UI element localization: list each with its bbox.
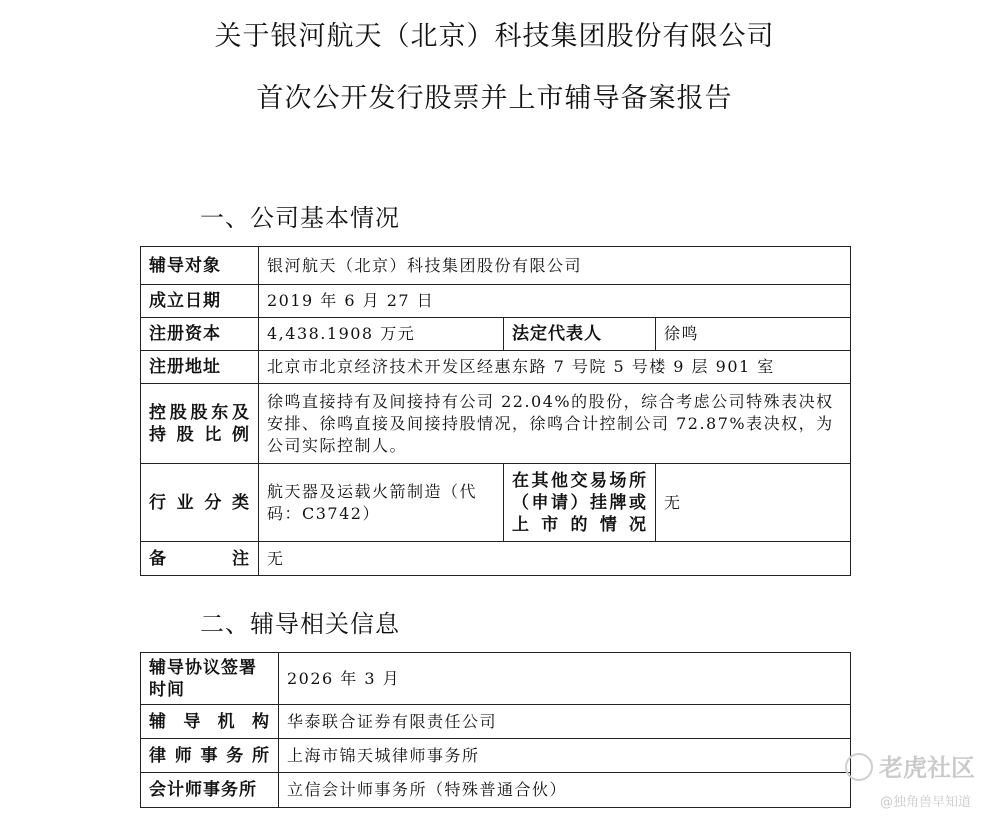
table-row <box>141 247 851 285</box>
holder-value: 徐鸣直接持有及间接持有公司 22.04%的股份，综合考虑公司特殊表决权安排、徐鸣直接及间接持股情况，徐鸣合计控制公司 72.87%表决权，为公司实际控制人。 <box>259 384 851 464</box>
address-value: 北京市北京经济技术开发区经惠东路 7 号院 5 号楼 9 层 901 室 <box>259 351 851 384</box>
address-label: 注册地址 <box>141 351 259 384</box>
table-row <box>141 318 851 351</box>
watermark-user: @独角兽早知道 <box>879 795 971 810</box>
industry-label: 行业分类 <box>141 464 259 542</box>
section1-heading: 一、公司基本情况 <box>200 204 400 232</box>
table-row <box>141 739 851 773</box>
agreement-label: 辅导协议签署时间 <box>141 653 279 705</box>
accounting-firm-label: 会计师事务所 <box>141 773 279 808</box>
table-row <box>141 705 851 739</box>
agreement-value: 2026 年 3 月 <box>279 653 851 705</box>
holder-label: 控股股东及持股比例 <box>141 384 259 464</box>
accounting-firm-value: 立信会计师事务所（特殊普通合伙） <box>279 773 851 808</box>
capital-value: 4,438.1908 万元 <box>259 318 504 351</box>
agency-label: 辅导机构 <box>141 705 279 739</box>
capital-label: 注册资本 <box>141 318 259 351</box>
watermark-brand-text: 老虎社区 <box>879 754 975 782</box>
law-firm-label: 律师事务所 <box>141 739 279 773</box>
other-listing-label: 在其他交易场所（申请）挂牌或上市的情况 <box>504 464 656 542</box>
company-info-table <box>140 246 851 576</box>
legal-rep-value: 徐鸣 <box>656 318 851 351</box>
subject-label: 辅导对象 <box>141 247 259 285</box>
other-listing-value: 无 <box>656 464 851 542</box>
law-firm-value: 上海市锦天城律师事务所 <box>279 739 851 773</box>
table-row <box>141 384 851 464</box>
industry-value: 航天器及运载火箭制造（代码：C3742） <box>259 464 504 542</box>
document-title-line1: 关于银河航天（北京）科技集团股份有限公司 <box>214 21 775 52</box>
remark-label: 备注 <box>141 542 259 576</box>
legal-rep-label: 法定代表人 <box>504 318 656 351</box>
founded-value: 2019 年 6 月 27 日 <box>259 285 851 318</box>
tiger-logo-icon <box>845 753 873 781</box>
founded-label: 成立日期 <box>141 285 259 318</box>
remark-value: 无 <box>259 542 851 576</box>
subject-value: 银河航天（北京）科技集团股份有限公司 <box>259 247 851 285</box>
section2-heading: 二、辅导相关信息 <box>200 610 400 638</box>
table-row <box>141 285 851 318</box>
counseling-info-table <box>140 652 851 808</box>
table-row <box>141 351 851 384</box>
watermark-brand <box>845 748 975 783</box>
table-row <box>141 464 851 542</box>
table-row <box>141 542 851 576</box>
table-row <box>141 773 851 808</box>
agency-value: 华泰联合证券有限责任公司 <box>279 705 851 739</box>
document-title-line2: 首次公开发行股票并上市辅导备案报告 <box>256 83 733 114</box>
table-row <box>141 653 851 705</box>
